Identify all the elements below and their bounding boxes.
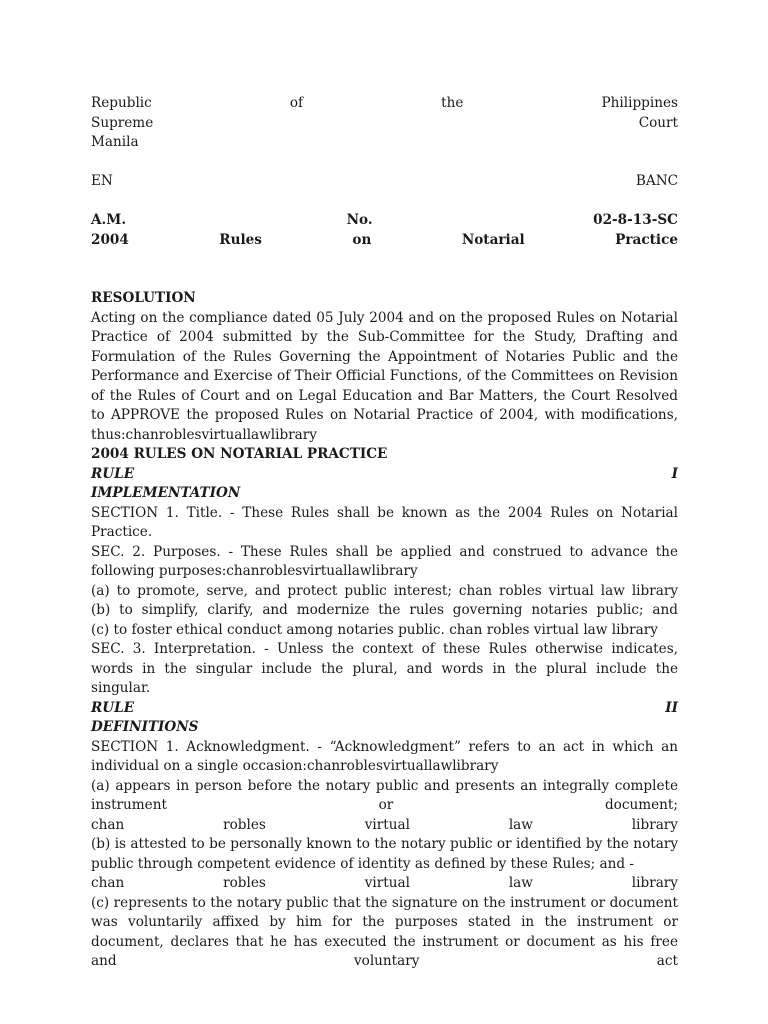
- rule-2-title: DEFINITIONS: [91, 719, 199, 735]
- body-word: or: [378, 797, 394, 813]
- header-line-en-banc: [91, 172, 678, 192]
- header-word: Supreme: [91, 114, 154, 131]
- rule-label: RULE: [91, 699, 135, 716]
- header-word: Notarial: [461, 231, 525, 248]
- rule-2-item-a-line-1: (a) appears in person before the notary public and presents an integrally complete: [91, 777, 678, 794]
- body-word: robles: [223, 875, 266, 891]
- header-word: of: [289, 95, 304, 111]
- rule-1-label-line: [91, 465, 678, 485]
- rule-1-item-a: (a) to promote, serve, and protect public interest; chan robles virtual law library: [91, 582, 678, 599]
- header-line-republic: [91, 94, 678, 114]
- header-line-manila: Manila: [91, 134, 139, 150]
- document-page: [91, 94, 678, 972]
- rule-2-item-a-line-2: [91, 796, 678, 816]
- rule-label: RULE: [91, 465, 135, 482]
- rule-2-item-c: (c) represents to the notary public that the signature on the instrument or document was voluntarily affixed by him for the purposes stated in the instrument or document, declares that he has executed the instrument or document as his free and voluntary act: [91, 894, 678, 969]
- chanrobles-line-2: [91, 874, 678, 894]
- rule-1-section-3: SEC. 3. Interpretation. - Unless the context of these Rules otherwise indicates, words in the singular include the plural, and words in the plural include the singular.: [91, 641, 678, 696]
- rule-number: II: [665, 699, 678, 716]
- body-word: law: [508, 816, 533, 833]
- case-number-line: [91, 211, 678, 231]
- rule-2-label-line: [91, 699, 678, 719]
- body-word: chan: [91, 875, 125, 891]
- header-word: 2004: [91, 231, 129, 248]
- case-title-line: [91, 231, 678, 251]
- rule-1-section-1: SECTION 1. Title. - These Rules shall be known as the 2004 Rules on Notarial Practice.: [91, 504, 678, 540]
- rule-1-item-c: (c) to foster ethical conduct among notaries public. chan robles virtual law library: [91, 621, 658, 638]
- header-line-court: [91, 114, 678, 134]
- header-word: No.: [346, 212, 373, 228]
- rule-2-item-b: (b) is attested to be personally known to the notary public or identified by the notary public through competent evidence of identity as defined by these Rules; and -: [91, 836, 678, 872]
- body-word: document;: [604, 797, 678, 813]
- resolution-body: Acting on the compliance dated 05 July 2004 and on the proposed Rules on Notarial Practice of 2004 submitted by the Sub-Committee for the Study, Drafting and Formulation of the Rules Governing the Appointment of Notaries Public and the Performance and Exercise of Their Official Functions, of the Committees on Revision of the Rules of Court and on Legal Education and Bar Matters, the Court Resolved to APPROVE the proposed Rules on Notarial Practice of 2004, with modifications, thus:chanroblesvirtuallawlibrary: [91, 309, 678, 443]
- body-word: robles: [223, 816, 266, 833]
- header-word: 02-8-13-SC: [593, 212, 678, 228]
- body-word: library: [631, 875, 678, 891]
- header-word: Rules: [219, 231, 262, 248]
- rule-1-section-2: SEC. 2. Purposes. - These Rules shall be applied and construed to advance the following purposes:chanroblesvirtuallawlibrary: [91, 543, 678, 579]
- header-word: Practice: [615, 231, 678, 248]
- body-word: virtual: [364, 875, 410, 891]
- rule-1-item-b: (b) to simplify, clarify, and modernize the rules governing notaries public; and: [91, 602, 678, 618]
- resolution-heading: RESOLUTION: [91, 290, 196, 306]
- header-word: A.M.: [91, 212, 127, 228]
- body-word: instrument: [91, 797, 167, 813]
- header-word: Court: [638, 114, 678, 131]
- header-word: the: [441, 95, 464, 111]
- chanrobles-line-1: [91, 816, 678, 836]
- header-word: BANC: [635, 173, 678, 189]
- header-word: EN: [91, 173, 113, 189]
- rule-2-section-1: SECTION 1. Acknowledgment. - “Acknowledgment” refers to an act in which an individual on a single occasion:chanroblesvirtuallawlibrary: [91, 738, 678, 774]
- header-word: Philippines: [601, 95, 678, 111]
- rules-title: 2004 RULES ON NOTARIAL PRACTICE: [91, 446, 388, 462]
- header-word: on: [352, 231, 372, 248]
- rule-number: I: [671, 465, 678, 482]
- rule-1-title: IMPLEMENTATION: [91, 485, 241, 501]
- body-word: library: [631, 816, 678, 833]
- body-word: virtual: [364, 816, 410, 833]
- header-word: Republic: [91, 95, 152, 111]
- body-word: chan: [91, 816, 125, 833]
- body-word: law: [508, 875, 533, 891]
